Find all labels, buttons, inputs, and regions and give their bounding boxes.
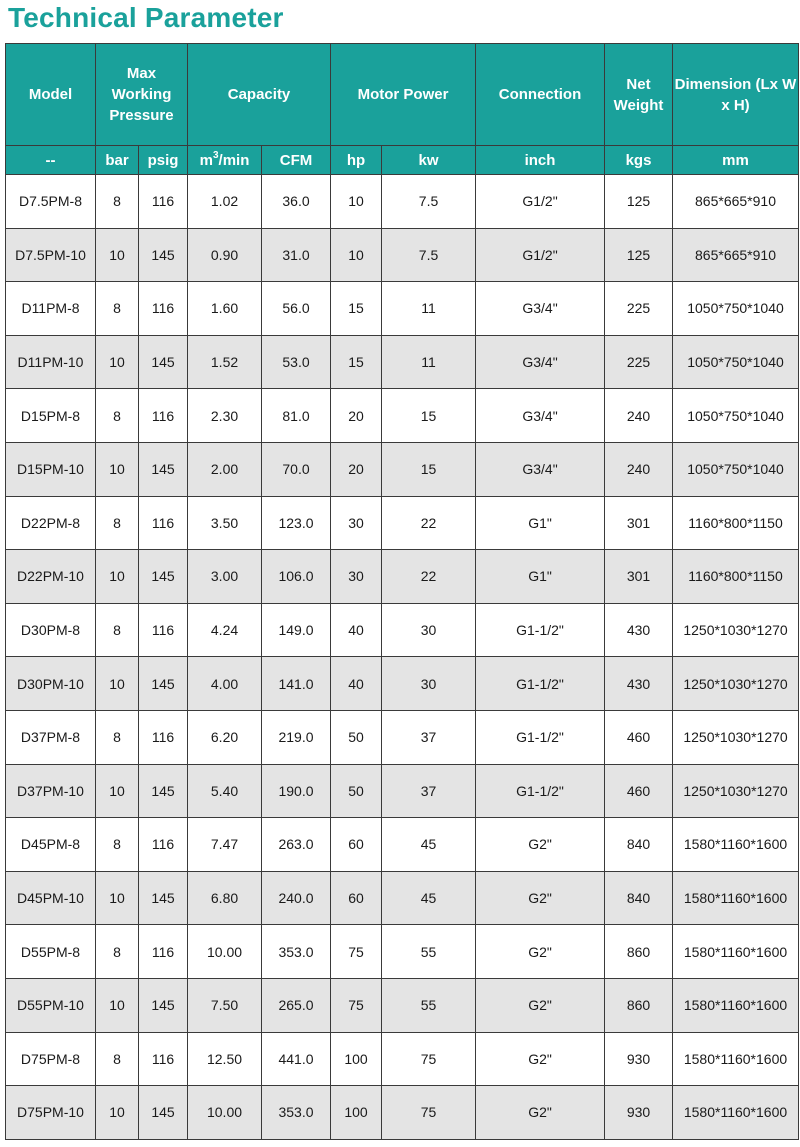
cell-capacity-m3min: 4.24 xyxy=(188,603,262,657)
cell-pressure-psig: 116 xyxy=(139,389,188,443)
table-row xyxy=(6,603,799,657)
cell-power-hp: 10 xyxy=(331,228,382,282)
cell-pressure-bar: 8 xyxy=(96,818,139,872)
unit-cfm: CFM xyxy=(262,146,331,175)
cell-connection: G2" xyxy=(476,1032,605,1086)
cell-power-kw: 55 xyxy=(382,978,476,1032)
cell-connection: G3/4" xyxy=(476,389,605,443)
cell-capacity-cfm: 353.0 xyxy=(262,1086,331,1140)
table-body xyxy=(6,175,799,1140)
cell-power-hp: 100 xyxy=(331,1032,382,1086)
cell-power-kw: 55 xyxy=(382,925,476,979)
unit-bar: bar xyxy=(96,146,139,175)
cell-net-weight: 460 xyxy=(605,710,673,764)
cell-dimension: 1250*1030*1270 xyxy=(673,710,799,764)
cell-dimension: 1250*1030*1270 xyxy=(673,657,799,711)
cell-model: D15PM-10 xyxy=(6,442,96,496)
cell-pressure-bar: 10 xyxy=(96,657,139,711)
table-row xyxy=(6,925,799,979)
unit-hp: hp xyxy=(331,146,382,175)
cell-pressure-bar: 8 xyxy=(96,710,139,764)
cell-power-kw: 75 xyxy=(382,1032,476,1086)
cell-pressure-bar: 8 xyxy=(96,603,139,657)
cell-pressure-psig: 145 xyxy=(139,764,188,818)
cell-pressure-bar: 8 xyxy=(96,282,139,336)
cell-capacity-m3min: 1.52 xyxy=(188,335,262,389)
table-row xyxy=(6,228,799,282)
cell-capacity-m3min: 12.50 xyxy=(188,1032,262,1086)
cell-model: D75PM-10 xyxy=(6,1086,96,1140)
cell-model: D45PM-8 xyxy=(6,818,96,872)
cell-connection: G1-1/2" xyxy=(476,657,605,711)
cell-capacity-cfm: 56.0 xyxy=(262,282,331,336)
cell-connection: G1-1/2" xyxy=(476,764,605,818)
cell-net-weight: 930 xyxy=(605,1032,673,1086)
cell-model: D22PM-10 xyxy=(6,550,96,604)
cell-power-kw: 30 xyxy=(382,603,476,657)
cell-model: D15PM-8 xyxy=(6,389,96,443)
cell-pressure-psig: 116 xyxy=(139,710,188,764)
cell-capacity-m3min: 2.00 xyxy=(188,442,262,496)
cell-dimension: 1050*750*1040 xyxy=(673,282,799,336)
cell-capacity-cfm: 263.0 xyxy=(262,818,331,872)
cell-pressure-psig: 145 xyxy=(139,871,188,925)
cell-capacity-cfm: 190.0 xyxy=(262,764,331,818)
cell-net-weight: 225 xyxy=(605,282,673,336)
cell-dimension: 1160*800*1150 xyxy=(673,496,799,550)
cell-net-weight: 460 xyxy=(605,764,673,818)
cell-model: D37PM-10 xyxy=(6,764,96,818)
unit-mm: mm xyxy=(673,146,799,175)
cell-pressure-bar: 8 xyxy=(96,389,139,443)
cell-connection: G3/4" xyxy=(476,282,605,336)
cell-pressure-bar: 8 xyxy=(96,925,139,979)
header-net-weight: Net Weight xyxy=(605,44,673,146)
cell-net-weight: 301 xyxy=(605,496,673,550)
cell-pressure-psig: 145 xyxy=(139,228,188,282)
cell-power-kw: 30 xyxy=(382,657,476,711)
cell-power-hp: 75 xyxy=(331,925,382,979)
cell-power-hp: 15 xyxy=(331,335,382,389)
cell-model: D30PM-10 xyxy=(6,657,96,711)
cell-dimension: 1580*1160*1600 xyxy=(673,925,799,979)
cell-capacity-m3min: 10.00 xyxy=(188,925,262,979)
cell-capacity-m3min: 6.20 xyxy=(188,710,262,764)
cell-connection: G1-1/2" xyxy=(476,603,605,657)
cell-power-hp: 50 xyxy=(331,764,382,818)
table-row xyxy=(6,978,799,1032)
cell-power-kw: 45 xyxy=(382,871,476,925)
cell-capacity-cfm: 31.0 xyxy=(262,228,331,282)
unit-model: -- xyxy=(6,146,96,175)
cell-capacity-m3min: 6.80 xyxy=(188,871,262,925)
cell-power-hp: 60 xyxy=(331,818,382,872)
unit-psig: psig xyxy=(139,146,188,175)
cell-capacity-cfm: 149.0 xyxy=(262,603,331,657)
cell-power-hp: 40 xyxy=(331,657,382,711)
units-row xyxy=(6,146,799,175)
cell-dimension: 865*665*910 xyxy=(673,175,799,229)
cell-model: D55PM-10 xyxy=(6,978,96,1032)
cell-pressure-bar: 10 xyxy=(96,550,139,604)
cell-power-hp: 30 xyxy=(331,550,382,604)
cell-dimension: 1580*1160*1600 xyxy=(673,1032,799,1086)
cell-net-weight: 840 xyxy=(605,871,673,925)
cell-pressure-bar: 10 xyxy=(96,228,139,282)
cell-capacity-cfm: 123.0 xyxy=(262,496,331,550)
cell-capacity-cfm: 219.0 xyxy=(262,710,331,764)
unit-kw: kw xyxy=(382,146,476,175)
cell-power-kw: 22 xyxy=(382,550,476,604)
cell-capacity-m3min: 1.60 xyxy=(188,282,262,336)
cell-pressure-psig: 116 xyxy=(139,603,188,657)
cell-power-kw: 11 xyxy=(382,282,476,336)
cell-pressure-bar: 8 xyxy=(96,175,139,229)
header-motor-power: Motor Power xyxy=(331,44,476,146)
cell-power-kw: 75 xyxy=(382,1086,476,1140)
cell-dimension: 1160*800*1150 xyxy=(673,550,799,604)
cell-capacity-m3min: 4.00 xyxy=(188,657,262,711)
cell-model: D75PM-8 xyxy=(6,1032,96,1086)
cell-power-hp: 60 xyxy=(331,871,382,925)
cell-pressure-psig: 145 xyxy=(139,978,188,1032)
cell-net-weight: 301 xyxy=(605,550,673,604)
cell-pressure-psig: 145 xyxy=(139,657,188,711)
header-max-working-pressure: Max Working Pressure xyxy=(96,44,188,146)
cell-power-hp: 100 xyxy=(331,1086,382,1140)
cell-pressure-psig: 145 xyxy=(139,550,188,604)
cell-capacity-cfm: 441.0 xyxy=(262,1032,331,1086)
cell-connection: G1/2" xyxy=(476,228,605,282)
cell-dimension: 1580*1160*1600 xyxy=(673,818,799,872)
cell-model: D45PM-10 xyxy=(6,871,96,925)
table-row xyxy=(6,282,799,336)
cell-connection: G1" xyxy=(476,550,605,604)
cell-power-hp: 75 xyxy=(331,978,382,1032)
cell-power-kw: 7.5 xyxy=(382,228,476,282)
cell-net-weight: 930 xyxy=(605,1086,673,1140)
cell-power-hp: 40 xyxy=(331,603,382,657)
cell-pressure-bar: 10 xyxy=(96,978,139,1032)
cell-pressure-bar: 10 xyxy=(96,764,139,818)
table-row xyxy=(6,710,799,764)
table-row xyxy=(6,442,799,496)
table-row xyxy=(6,657,799,711)
cell-capacity-m3min: 10.00 xyxy=(188,1086,262,1140)
cell-pressure-psig: 116 xyxy=(139,1032,188,1086)
table-row xyxy=(6,1086,799,1140)
cell-dimension: 1250*1030*1270 xyxy=(673,603,799,657)
cell-capacity-cfm: 265.0 xyxy=(262,978,331,1032)
cell-net-weight: 125 xyxy=(605,175,673,229)
cell-power-kw: 15 xyxy=(382,442,476,496)
table-row xyxy=(6,1032,799,1086)
cell-capacity-m3min: 2.30 xyxy=(188,389,262,443)
unit-kgs: kgs xyxy=(605,146,673,175)
cell-connection: G2" xyxy=(476,925,605,979)
table-row xyxy=(6,175,799,229)
cell-pressure-psig: 116 xyxy=(139,282,188,336)
cell-dimension: 1050*750*1040 xyxy=(673,442,799,496)
cell-dimension: 1250*1030*1270 xyxy=(673,764,799,818)
cell-capacity-m3min: 1.02 xyxy=(188,175,262,229)
cell-capacity-m3min: 0.90 xyxy=(188,228,262,282)
cell-power-hp: 30 xyxy=(331,496,382,550)
page-title: Technical Parameter xyxy=(8,2,284,33)
cell-net-weight: 125 xyxy=(605,228,673,282)
cell-model: D55PM-8 xyxy=(6,925,96,979)
cell-model: D11PM-10 xyxy=(6,335,96,389)
cell-net-weight: 860 xyxy=(605,978,673,1032)
table-row xyxy=(6,764,799,818)
cell-model: D7.5PM-8 xyxy=(6,175,96,229)
cell-model: D7.5PM-10 xyxy=(6,228,96,282)
cell-dimension: 865*665*910 xyxy=(673,228,799,282)
cell-capacity-cfm: 81.0 xyxy=(262,389,331,443)
cell-net-weight: 225 xyxy=(605,335,673,389)
cell-power-hp: 50 xyxy=(331,710,382,764)
header-capacity: Capacity xyxy=(188,44,331,146)
cell-pressure-psig: 116 xyxy=(139,496,188,550)
cell-pressure-bar: 8 xyxy=(96,496,139,550)
header-model: Model xyxy=(6,44,96,146)
cell-capacity-m3min: 7.47 xyxy=(188,818,262,872)
unit-m3-exponent: 3 xyxy=(212,149,219,161)
cell-power-kw: 15 xyxy=(382,389,476,443)
cell-net-weight: 430 xyxy=(605,603,673,657)
cell-model: D11PM-8 xyxy=(6,282,96,336)
table-row xyxy=(6,871,799,925)
cell-dimension: 1580*1160*1600 xyxy=(673,978,799,1032)
cell-power-kw: 37 xyxy=(382,710,476,764)
cell-pressure-psig: 116 xyxy=(139,175,188,229)
cell-net-weight: 240 xyxy=(605,389,673,443)
cell-connection: G2" xyxy=(476,1086,605,1140)
cell-connection: G2" xyxy=(476,978,605,1032)
cell-capacity-m3min: 7.50 xyxy=(188,978,262,1032)
cell-capacity-m3min: 5.40 xyxy=(188,764,262,818)
table-row xyxy=(6,818,799,872)
cell-power-hp: 20 xyxy=(331,442,382,496)
cell-pressure-psig: 145 xyxy=(139,442,188,496)
cell-pressure-bar: 10 xyxy=(96,335,139,389)
cell-dimension: 1580*1160*1600 xyxy=(673,871,799,925)
cell-capacity-cfm: 141.0 xyxy=(262,657,331,711)
header-row xyxy=(6,44,799,146)
cell-capacity-cfm: 106.0 xyxy=(262,550,331,604)
cell-connection: G3/4" xyxy=(476,442,605,496)
cell-connection: G2" xyxy=(476,818,605,872)
cell-dimension: 1050*750*1040 xyxy=(673,335,799,389)
table-row xyxy=(6,335,799,389)
unit-m3-base: m xyxy=(199,151,213,169)
table-row xyxy=(6,550,799,604)
cell-power-hp: 10 xyxy=(331,175,382,229)
cell-pressure-bar: 10 xyxy=(96,442,139,496)
cell-connection: G1-1/2" xyxy=(476,710,605,764)
cell-capacity-cfm: 353.0 xyxy=(262,925,331,979)
cell-power-kw: 45 xyxy=(382,818,476,872)
cell-pressure-psig: 145 xyxy=(139,1086,188,1140)
cell-power-kw: 7.5 xyxy=(382,175,476,229)
cell-pressure-bar: 8 xyxy=(96,1032,139,1086)
cell-power-kw: 37 xyxy=(382,764,476,818)
cell-net-weight: 430 xyxy=(605,657,673,711)
header-connection: Connection xyxy=(476,44,605,146)
cell-power-hp: 20 xyxy=(331,389,382,443)
cell-connection: G1" xyxy=(476,496,605,550)
cell-pressure-bar: 10 xyxy=(96,1086,139,1140)
cell-connection: G1/2" xyxy=(476,175,605,229)
cell-net-weight: 860 xyxy=(605,925,673,979)
cell-model: D37PM-8 xyxy=(6,710,96,764)
table-row xyxy=(6,496,799,550)
cell-capacity-cfm: 36.0 xyxy=(262,175,331,229)
technical-parameter-table xyxy=(5,43,799,1140)
cell-connection: G2" xyxy=(476,871,605,925)
cell-power-kw: 22 xyxy=(382,496,476,550)
cell-power-hp: 15 xyxy=(331,282,382,336)
cell-pressure-psig: 116 xyxy=(139,925,188,979)
cell-capacity-m3min: 3.00 xyxy=(188,550,262,604)
table-row xyxy=(6,389,799,443)
cell-dimension: 1050*750*1040 xyxy=(673,389,799,443)
cell-net-weight: 840 xyxy=(605,818,673,872)
cell-capacity-cfm: 240.0 xyxy=(262,871,331,925)
cell-connection: G3/4" xyxy=(476,335,605,389)
cell-power-kw: 11 xyxy=(382,335,476,389)
cell-pressure-psig: 116 xyxy=(139,818,188,872)
cell-capacity-m3min: 3.50 xyxy=(188,496,262,550)
cell-capacity-cfm: 53.0 xyxy=(262,335,331,389)
cell-pressure-psig: 145 xyxy=(139,335,188,389)
cell-net-weight: 240 xyxy=(605,442,673,496)
unit-m3-per-min xyxy=(188,146,262,175)
unit-inch: inch xyxy=(476,146,605,175)
unit-m3-suffix: /min xyxy=(218,151,250,169)
header-dimension: Dimension (Lx W x H) xyxy=(673,44,799,146)
cell-dimension: 1580*1160*1600 xyxy=(673,1086,799,1140)
cell-model: D22PM-8 xyxy=(6,496,96,550)
cell-model: D30PM-8 xyxy=(6,603,96,657)
cell-pressure-bar: 10 xyxy=(96,871,139,925)
cell-capacity-cfm: 70.0 xyxy=(262,442,331,496)
